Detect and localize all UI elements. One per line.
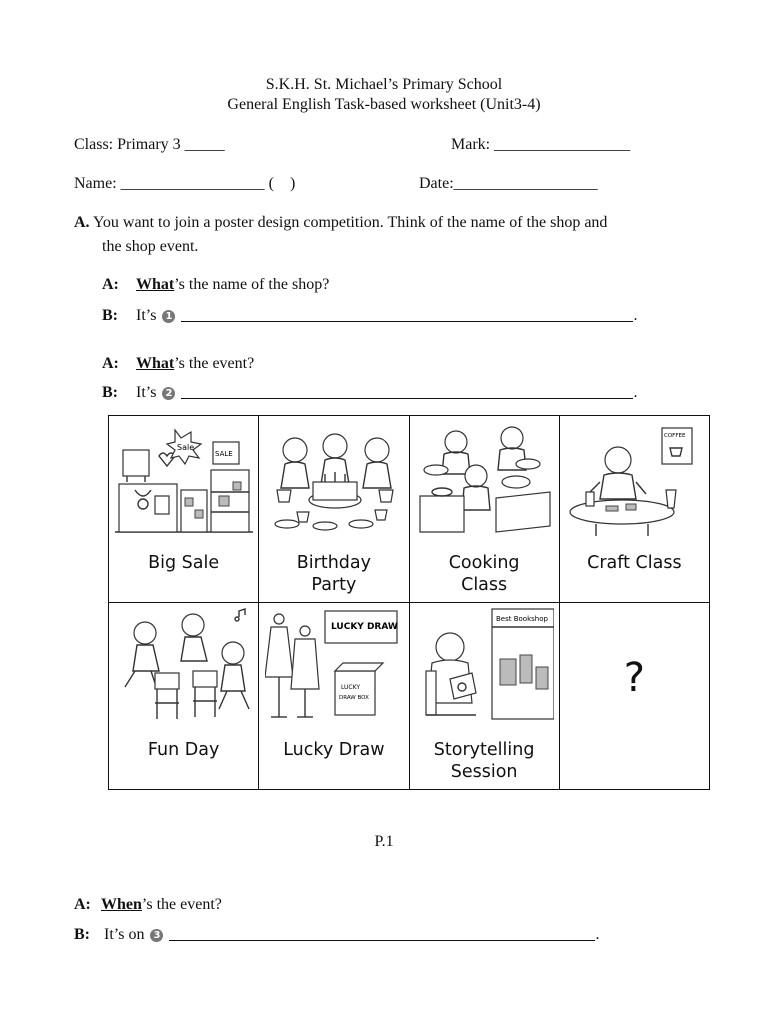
speaker-b: B: — [102, 384, 118, 401]
event-label-line2: Class — [461, 575, 508, 595]
cooking-class-illustration — [416, 420, 554, 538]
event-label — [410, 552, 559, 596]
date-field: Date:__________________ — [419, 175, 598, 192]
speaker-a: A: — [74, 896, 91, 913]
school-name: S.K.H. St. Michael’s Primary School — [265, 76, 503, 93]
class-field: Class: Primary 3 _____ — [74, 136, 225, 153]
period: . — [633, 384, 638, 401]
question-text: ’s the event? — [141, 896, 222, 913]
event-label-line1: Craft Class — [587, 553, 682, 573]
event-label — [410, 739, 559, 783]
wh-word: What — [136, 276, 175, 293]
event-label-line1: Cooking — [448, 553, 520, 573]
sale-sign-text: Sale — [177, 443, 195, 452]
period: . — [595, 926, 600, 943]
event-label — [259, 552, 408, 596]
name-field: Name: __________________ ( ) — [74, 175, 296, 192]
instruction-line-2: the shop event. — [102, 238, 199, 255]
sale-tag-text: SALE — [215, 450, 233, 458]
event-label-line1: Birthday — [296, 553, 371, 573]
number-1-icon: 1 — [162, 310, 175, 323]
event-label-line1: Fun Day — [147, 740, 220, 760]
lucky-box-line2: DRAW BOX — [339, 695, 370, 701]
lucky-box-line1: LUCKY — [341, 684, 361, 691]
storytelling-illustration — [416, 607, 554, 725]
event-cell-fun-day[interactable] — [109, 603, 259, 790]
speaker-a: A: — [102, 276, 119, 293]
event-label-line1: Lucky Draw — [283, 740, 385, 760]
answer-start: It’s on — [104, 926, 145, 943]
dialogue-1-answer — [102, 307, 637, 325]
wh-word: What — [136, 355, 175, 372]
dialogue-2-answer — [102, 384, 637, 402]
number-3-icon: 3 — [150, 929, 163, 942]
event-cell-lucky-draw[interactable] — [259, 603, 409, 790]
event-label — [109, 739, 258, 761]
lucky-draw-illustration — [265, 607, 403, 725]
instruction-line-1: You want to join a poster design competition. Think of the name of the shop and — [92, 214, 608, 231]
event-label-line1: Big Sale — [148, 553, 220, 573]
event-cell-cooking-class[interactable] — [409, 416, 559, 603]
big-sale-illustration — [115, 420, 253, 538]
number-2-icon: 2 — [162, 387, 175, 400]
birthday-party-illustration — [265, 420, 403, 538]
period: . — [633, 307, 638, 324]
answer-1-blank[interactable] — [181, 321, 633, 322]
fun-day-illustration — [115, 607, 253, 725]
worksheet-title: General English Task-based worksheet (Unit3-4) — [227, 96, 541, 113]
event-label-line1: Storytelling — [433, 740, 535, 760]
answer-2-blank[interactable] — [181, 398, 633, 399]
event-cell-own-idea[interactable] — [559, 603, 709, 790]
dialogue-2-question — [102, 355, 254, 373]
craft-class-illustration — [566, 420, 704, 538]
event-label-line2: Party — [311, 575, 357, 595]
event-cell-storytelling-session[interactable] — [409, 603, 559, 790]
dialogue-3-answer — [74, 926, 599, 944]
section-a-instruction — [74, 214, 607, 232]
lucky-banner-text: LUCKY DRAW — [331, 622, 399, 632]
event-grid — [108, 415, 710, 790]
event-label — [560, 552, 709, 574]
dialogue-3-question — [74, 896, 222, 914]
coffee-sign-text: COFFEE — [663, 433, 686, 439]
event-label-line2: Session — [450, 762, 518, 782]
event-label — [109, 552, 258, 574]
question-text: ’s the event? — [174, 355, 255, 372]
speaker-a: A: — [102, 355, 119, 372]
event-cell-big-sale[interactable] — [109, 416, 259, 603]
event-cell-birthday-party[interactable] — [259, 416, 409, 603]
question-mark: ? — [623, 655, 645, 701]
question-text: ’s the name of the shop? — [174, 276, 330, 293]
page-number: P.1 — [374, 833, 394, 850]
section-marker: A. — [74, 214, 90, 231]
speaker-b: B: — [74, 926, 90, 943]
speaker-b: B: — [102, 307, 118, 324]
answer-3-blank[interactable] — [169, 940, 595, 941]
event-label — [259, 739, 408, 761]
bookshop-sign-text: Best Bookshop — [495, 615, 548, 623]
wh-word: When — [101, 896, 142, 913]
event-cell-craft-class[interactable] — [559, 416, 709, 603]
mark-field: Mark: _________________ — [451, 136, 631, 153]
answer-start: It’s — [136, 384, 157, 401]
answer-start: It’s — [136, 307, 157, 324]
dialogue-1-question — [102, 276, 329, 294]
